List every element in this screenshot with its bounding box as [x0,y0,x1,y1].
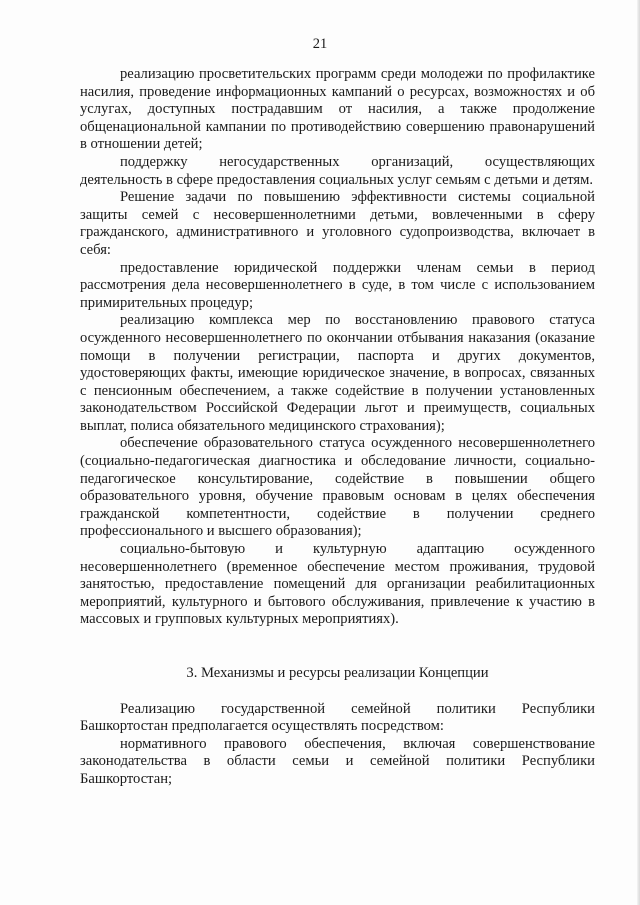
paragraph-legal-support: предоставление юридической поддержки членам семьи в период рассмотрения дела несовершеннолетнего в суде, в том числе с использованием примирительных процедур; [80,259,595,311]
page-body [80,66,595,789]
paragraph-education-programs: реализацию просветительских программ среди молодежи по профилактике насилия, проведение информационных кампаний о ресурсах, возможностях и об услугах, доступных пострадавшим от насилия, а также продолжение общенациональной кампании по противодействию совершению правонарушений в отношении детей; [80,66,595,153]
paragraph-social-protection-task: Решение задачи по повышению эффективности системы социальной защиты семей с несовершеннолетними детьми, вовлеченными в сферу гражданского, административного и уголовного судопроизводства, включает в себя: [80,189,595,258]
paragraph-regulatory-support: нормативного правового обеспечения, включая совершенствование законодательства в области семьи и семейной политики Республики Башкортостан; [80,735,595,787]
paragraph-implementation-intro: Реализацию государственной семейной политики Республики Башкортостан предполагается осуществлять посредством: [80,700,595,735]
paragraph-social-adaptation: социально-бытовую и культурную адаптацию осужденного несовершеннолетнего (временное обеспечение местом проживания, трудовой занятостью, предоставление помещений для организации реабилитационных мероприятий, культурного и бытового обслуживания, привлечение к участию в массовых и групповых культурных мероприятиях). [80,541,595,628]
paragraph-ngo-support: поддержку негосударственных организаций, осуществляющих деятельность в сфере предоставления социальных услуг семьям с детьми и детям. [80,153,595,188]
page-number: 21 [312,36,328,52]
section-heading: 3. Механизмы и ресурсы реализации Концепции [186,665,489,681]
paragraph-educational-status: обеспечение образовательного статуса осужденного несовершеннолетнего (социально-педагогическая диагностика и обследование личности, социально-педагогическое консультирование, содействие в повышении общего образовательного уровня, обучение правовым основам в целях обеспечения гражданской компетентности, содействие в получении среднего профессионального и высшего образования); [80,435,595,540]
paragraph-legal-status-restoration: реализацию комплекса мер по восстановлению правового статуса осужденного несовершеннолетнего по окончании отбывания наказания (оказание помощи в получении регистрации, паспорта и других документов, удостоверяющих факты, имеющие юридическое значение, в вопросах, связанных с пенсионным обеспечением, а также содействие в получении установленных законодательством Российской Федерации льгот и преимуществ, социальных выплат, полиса обязательного медицинского страхования); [80,312,595,434]
